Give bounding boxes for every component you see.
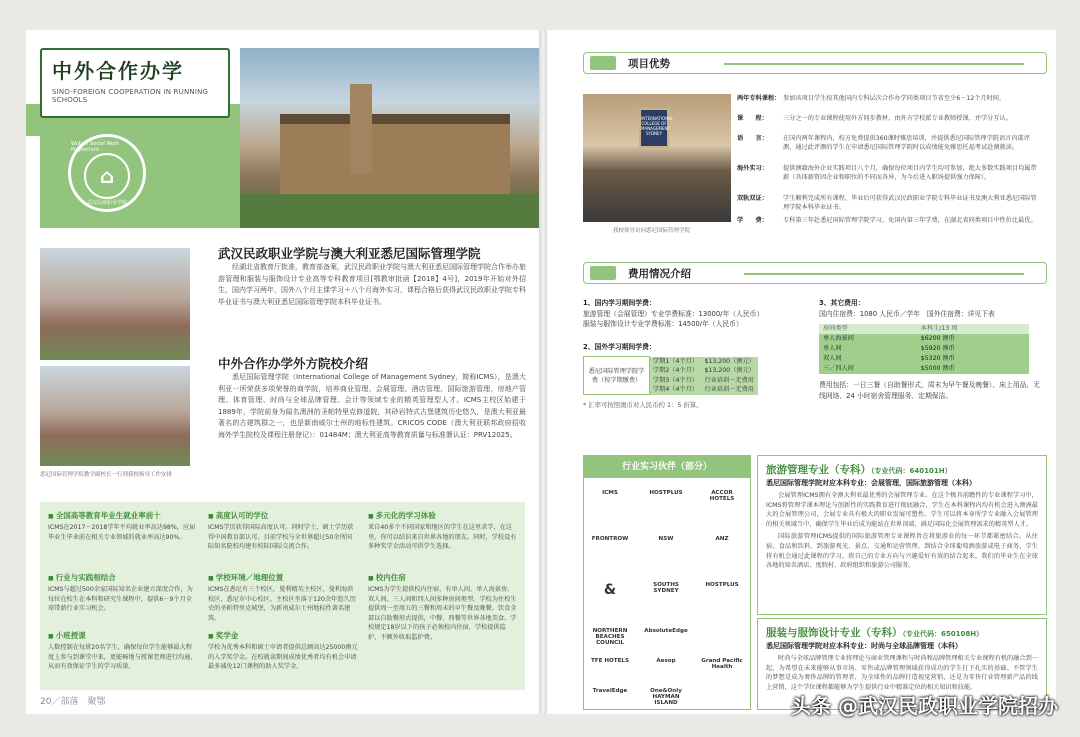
features-grid xyxy=(40,502,525,690)
section-header xyxy=(40,48,230,118)
partner-logo: ANZ xyxy=(715,536,729,542)
program-body: 会展管理ICMS拥有全澳大利亚最优秀的会展管理专业。在这个极具前瞻性的专业课程学习中，ICMS将管理学课本理论与创新性的实践教育进行彻底融合，学生在本科课程内均有机会进入澳洲最大的会展管理公司，会展专业具有极大的职业发展可塑性。学生可以将本身所学专业融入会展管理的相关领域当中，确保学生毕业后成为能站在世界顶端，满足国际化会展管理需求的精英型人才。 xyxy=(766,492,1038,528)
logo-emblem-icon: ⌂ xyxy=(84,153,130,199)
delegation-caption: 我校领导访问悉尼国际管理学院 xyxy=(613,228,691,234)
feature-small-class: ■ 小班授课 人数控制在每班20名学生，确保每位学生能够最大程度上参与到课堂中来，更能畅地与授课老师进行沟通，从而有效保证学生的学习质量。 xyxy=(48,630,198,672)
feature-housing: ■ 校内住宿 ICMS为学生提供校内住宿，有单人间、单人海景房、双人间、三人间和四人间多种房间类型。学校为住校生提供周一至周五的三餐和周末的早午餐及晚餐。饮食全部以自助餐形式提供，中餐、西餐等世界各地美食。学校规定18岁以下的孩子必须校内住宿，学校提供监护，不额外收取监护费。 xyxy=(368,572,518,643)
college-logo xyxy=(68,134,146,212)
left-page xyxy=(26,30,539,714)
partner-logo: One&Only HAYMAN ISLAND xyxy=(650,688,682,706)
room-fee-table: 房间类型 本科生/13 周 单人海景间 $6200 澳币 单人间 $5920 澳币 双人间 $5320 澳币 三／四人间 $5000 澳币 xyxy=(819,324,1029,374)
program-code: （专业代码：640101H） xyxy=(871,467,952,475)
abroad-fees-title: 2、国外学习期间学费： xyxy=(583,343,656,351)
header-tag xyxy=(590,266,616,280)
partner-logo: FRONTROW xyxy=(591,536,629,542)
abroad-fee-label: 悉尼国际管理学院学费（按学期缴费） xyxy=(584,357,650,395)
page-gutter xyxy=(539,30,547,714)
partner-logo: & xyxy=(603,582,617,598)
domestic-fees: 1、国内学习期间学费： 旅游管理（会展管理）专业学费标准：13000/年（人民币） 服装与服饰设计专业学费标准：14500/年（人民币） xyxy=(583,299,764,328)
partner-logo: Grand Pacific Health xyxy=(701,658,743,670)
advantage-item: 海外实习： 提供澳籍海外企业实践项目八个月，确保每位项目内学生均可参加，绝大多数实践项目均属带薪（具体薪资因企业和职位的不同而各异，为今后进入职场提供强力保障）。 xyxy=(737,165,1037,181)
partner-logo: ICMS xyxy=(602,490,618,496)
partner-logo: AbsoluteEdge xyxy=(644,628,688,634)
industry-partners xyxy=(583,455,751,710)
partner-title: 中外合作办学外方院校介绍 xyxy=(218,356,369,371)
intro-body: 经湖北省教育厅批准，教育部备案，武汉民政职业学院与澳大利亚悉尼国际管理学院合作举办旅游管理和服装与服饰设计专业高等专科教育项目[鄂教审批函【2018】4号]，2019年开始对外招生，国内学习两年，国外八个月主课学习＋八个月海外实习，课程合格后获得武汉民政职业学院专科毕业证书与澳大利亚悉尼国际管理学院本科毕业证书。 xyxy=(218,263,526,306)
abroad-fee-table: 悉尼国际管理学院学费（按学期缴费） 学期1（4个月） $13,200（澳元） 学期2（4个月） $13,200（澳元） 学期3（4个月） 行业培训－无费用 学期4（4个月） 行业培训－无费用 xyxy=(583,356,758,395)
icms-sign: INTERNATIONAL COLLEGE OF MANAGEMENT SYDNEY xyxy=(639,108,669,148)
advantage-item: 两年专科课程： 参加该项目学生按其他国内专科层次合作办学同类项目节省至少6－12个月时间。 xyxy=(737,95,1006,102)
partner-body: 悉尼国际管理学院（International College of Management Sydney，简称ICMS），是澳大利亚一所荣获多项荣誉的商学院，培养商业管理、会展管理、酒店管理、国际旅游管理、房地产管理、体育管理、时尚与全球品牌管理、会计等领域专业的精英管理型人才。ICMS主校区始建于1889年，学院前身为闻名澳洲的圣帕特里克修道院，其砂岩特式古堡建筑历史悠久，是澳大利亚最著名的古建筑群之一，也是新南威尔士州的地标性建筑。CRICOS CODE（澳大利亚联邦政府招收海外学生院校及课程注册登记）：01484M；澳大利亚高等教育质量与标准署认证：PRV12025。 xyxy=(218,373,526,439)
right-page xyxy=(547,30,1056,714)
partner-logo: HOSTPLUS xyxy=(705,582,739,588)
program-title: 服装与服饰设计专业（专科） xyxy=(766,627,903,639)
partner-logo: SOUTHS SYDNEY xyxy=(653,582,679,594)
partner-logo: HOSTPLUS xyxy=(649,490,683,496)
partner-logo: NORTHERN BEACHES COUNCIL xyxy=(592,628,628,646)
feature-industry: ■ 行业与实践相结合 ICMS与超过500余家国际知名企业建立深度合作，为每位在校生在本科和研究生课程中，提供6－9个月全球带薪行业实习机会。 xyxy=(48,572,198,614)
partners-title: 行业实习伙伴（部分） xyxy=(584,456,750,478)
advantage-item: 语 言： 在国内两年课程内，校方免费提供360课时雅思培训，并提供悉尼国际管理学院语言内部评测，通过此评测的学生在申请悉尼国际管理学院时以成绩能免雅思托福考试赴澳就读。 xyxy=(737,135,1030,151)
intro-title: 武汉民政职业学院与澳大利亚悉尼国际管理学院 xyxy=(218,246,481,261)
feature-employment: ■ 全国高等教育毕业生就业率前十 ICMS在2017－2018学年平均就业率高达98%，应届毕业生毕业前在相关专业领域的就业率高达90%。 xyxy=(48,510,198,542)
program-title: 旅游管理专业（专科） xyxy=(766,464,871,476)
logo-seal-text: 武汉民政职业学院 xyxy=(86,199,127,206)
advantages-title: 项目优势 xyxy=(628,58,670,70)
program-body: 国际旅游管理ICMS提供的国际旅游管理专业课程旨在将旅游业的每一环节都紧密结合。从住宿、食品和饮料、到旅游观光、景点、交通和运营管理，到结合全球葡萄酒旅游或电子商务，学生将有机会通过此课程的学习，将自己的专业方向与兴趣爱好有效的结合起来。我们的毕业生在全球各地的知名酒店、度假村、政府组织和旅游公司服务。 xyxy=(766,533,1038,570)
other-fees: 3、其它费用： 国内住宿费：1080 人民币／学年 国外住宿费：详见下表 xyxy=(819,299,995,318)
section-title: 中外合作办学 xyxy=(52,59,184,83)
partner-logo: TFE HOTELS xyxy=(590,658,630,664)
advantages-header xyxy=(583,52,1047,74)
partner-logo: NSW xyxy=(658,536,674,542)
header-tag xyxy=(590,56,616,70)
room-fee-includes: 费用包括：一日三餐（自助餐形式，周末为早午餐及晚餐）、床上用品、无线网络、24 小时宿舍管理服务、定期保洁。 xyxy=(819,381,1040,400)
logo-ring-text: Wuhan Social Work Polytechnic xyxy=(71,140,120,153)
program-sub: 悉尼国际管理学院对应本科专业：时尚与全球品牌管理（本科） xyxy=(766,642,962,650)
fees-header xyxy=(583,262,1047,284)
partner-logo: ACCOR HOTELS xyxy=(709,490,735,502)
photo-caption: 悉尼国际管理学院教学副校长一行到我校指导工作安排 xyxy=(40,472,173,478)
program-tourism xyxy=(757,455,1047,615)
program-sub: 悉尼国际管理学院对应本科专业：会展管理，国际旅游管理（本科） xyxy=(766,479,976,487)
campus-photo-1 xyxy=(40,248,190,360)
advantage-item: 双轨双证： 学生顺利完成所有课程，毕业后可获得武汉民政职业学院专科毕业证书及澳大利亚悉尼国际管理学院本科毕业证书。 xyxy=(737,195,1037,211)
program-code: （专业代码：650108H） xyxy=(902,630,984,638)
fees-title: 费用情况介绍 xyxy=(628,268,691,280)
page-footer: 20／部落 聚鄂 xyxy=(40,697,106,707)
partner-logo: Aesop xyxy=(656,658,676,664)
feature-location: ■ 学校环境／地理位置 ICMS在悉尼有三个校区，曼利精英主校区、曼利海滨校区、悉尼市中心校区。主校区坐落于120余年悠久历史的圣帕特里克城堡，为新南威尔士州地标性著名建筑。 xyxy=(208,572,358,623)
advantage-item: 课 程： 三分之一的专业课程使用外方同步教材，由外方学校派专业教师授课，并学分互认。 xyxy=(737,115,1012,122)
feature-scholarship: ■ 奖学金 学校为优秀本科和硕士申请者提供总额高达25000澳元的入学奖学金。在校就读期间成绩优秀者均有机会申请最多减免12门课程的助人奖学金。 xyxy=(208,630,358,672)
section-subtitle: SINO-FOREIGN COOPERATION IN RUNNING SCHOOLS xyxy=(52,88,209,104)
delegation-photo xyxy=(583,94,731,222)
advantage-item: 学 费： 专科第三年赴悉尼国际管理学院学习，免国内第三年学费，在湖北省同类项目中性价比最优。 xyxy=(737,217,1037,224)
feature-degree: ■ 高度认可的学位 ICMS学历获得国际高度认可。同时学士、硕士学历获得中国教育部认可。目前学校与全世界超过50余所国际知名院校均建有校际国际交流合作。 xyxy=(208,510,358,552)
campus-photo-2 xyxy=(40,366,190,466)
campus-hero-photo xyxy=(240,48,539,228)
watermark: 头条 @武汉民政职业学院招办 xyxy=(791,694,1058,718)
partner-logo: TravelEdge xyxy=(592,688,628,694)
exchange-note: * 汇率可按照澳币对人民币约 1：5 折算。 xyxy=(583,401,703,409)
program-body: 时尚与全球品牌管理专业将理论与商业管理课程与时尚和品牌管理相关专业课程有机的融合到一起，为希望在未来能够从事市场、零售或品牌管理领域获得成功的学生打下扎实的基础。不管学生的梦想是成为奢侈品牌的管理者，为全球性的品牌打造视觉营销，还是为零售行业管理新产品的线上营销，这个学位课程都能够为学生提供行业中精准定位的相关知识和技能。 xyxy=(766,655,1038,691)
feature-diversity: ■ 多元化的学习体验 来自40多个不同国家和地区的学生在这里求学，在这里，你可以结识来自世界各地的朋友。同时，学校设有多种奖学金活动可供学生选择。 xyxy=(368,510,518,552)
